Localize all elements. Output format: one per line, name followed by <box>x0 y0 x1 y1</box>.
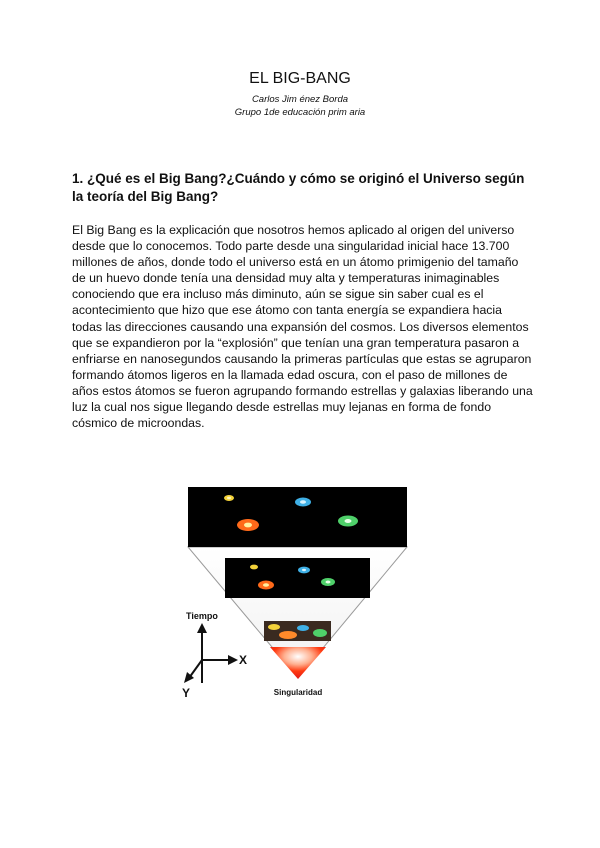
axis-icon <box>184 623 238 683</box>
group-name: Grupo 1de educación prim aria <box>234 107 366 118</box>
universe-plane-medium <box>225 558 370 598</box>
label-x: X <box>239 653 248 667</box>
galaxy-yellow-small <box>268 624 280 630</box>
section-heading: 1. ¿Qué es el Big Bang?¿Cuándo y cómo se originó el Universo según la teoría del Big Bang? <box>72 171 525 204</box>
galaxy-blue-medium <box>298 567 310 574</box>
label-singularity: Singularidad <box>273 688 323 697</box>
galaxy-green-small <box>313 629 327 637</box>
galaxy-orange-medium <box>258 581 274 590</box>
galaxy-yellow-large <box>224 495 234 501</box>
big-bang-illustration <box>178 485 418 710</box>
document-title: EL BIG-BANG <box>249 70 351 87</box>
galaxy-yellow-medium <box>250 565 258 570</box>
galaxy-orange-small <box>279 631 297 639</box>
galaxy-orange-large <box>237 519 259 531</box>
label-time: Tiempo <box>186 611 218 621</box>
universe-plane-large <box>188 487 407 547</box>
section-body: El Big Bang es la explicación que nosotros hemos aplicado al origen del universo desde que lo conocemos. Todo parte desde una singularidad inicial hace 13.700 millones de años, donde todo el universo está en un átomo primigenio del tamaño de un huevo donde tenía una densidad muy alta y temperaturas inimaginables conociendo que era incluso más diminuto, aún se sigue sin saber cual es el acontecimiento que hizo que ese átomo con tanta energía se expandiera hacia todas las direcciones causando una expansión del cosmos. Los diversos elementos que se expandieron por la “explosión” que tenían una gran temperatura pasaron a enfriarse en nanosegundos causando la primeras partículas que estas se agruparon formando átomos ligeros en la llamada edad oscura, con el paso de millones de años estos átomos se fueron agrupando formando estrellas y galaxias liberando una luz la cual nos sigue llegando desde estrellas muy lejanas en forma de fondo cósmico de microondas. <box>72 223 533 431</box>
big-bang-diagram <box>178 485 418 710</box>
fireball <box>270 647 326 679</box>
galaxy-blue-small <box>297 625 309 631</box>
galaxy-blue-large <box>295 498 311 507</box>
author-name: Carlos Jim énez Borda <box>251 94 349 105</box>
galaxy-green-medium <box>321 578 335 586</box>
label-y: Y <box>182 686 191 700</box>
galaxy-green-large <box>338 516 358 527</box>
